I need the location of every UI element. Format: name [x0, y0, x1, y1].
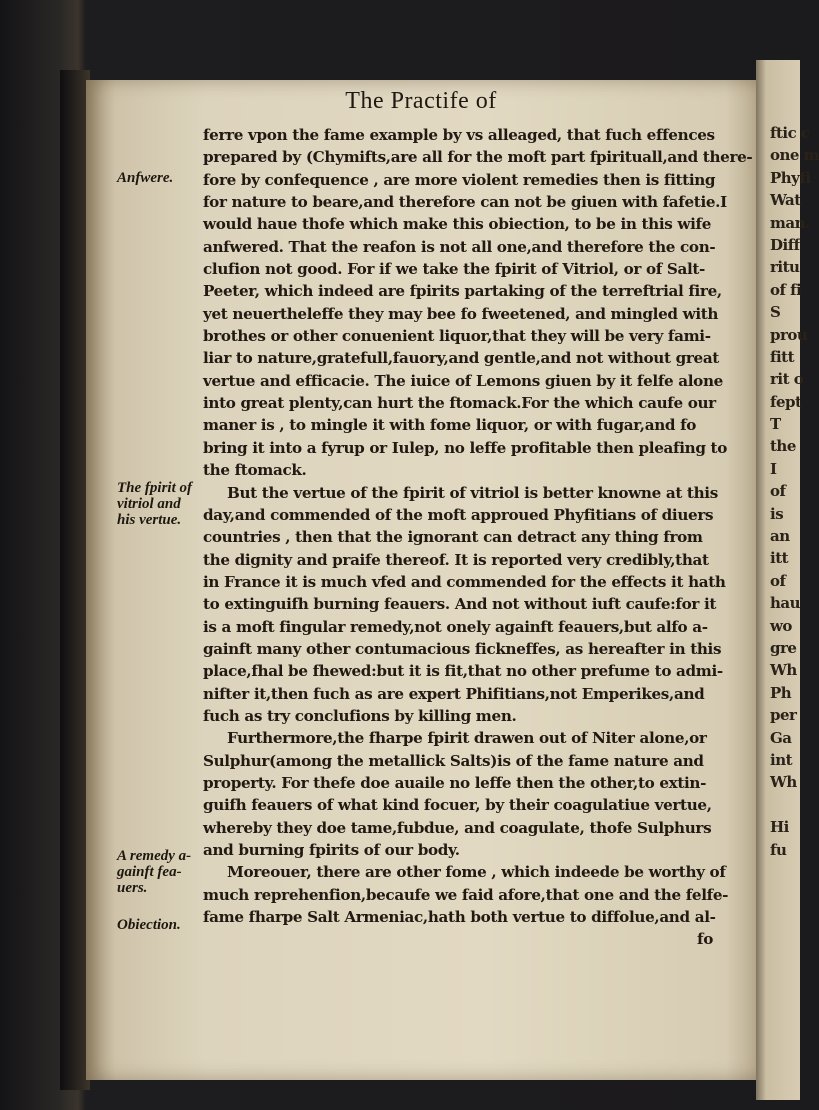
facing-page-fragment: ritu	[770, 258, 800, 277]
facing-page-fragment: of fi	[770, 280, 802, 299]
catchword: fo	[697, 930, 713, 949]
text-line: guifh feauers of what kind focuer, by their coagulatiue vertue,	[203, 796, 712, 815]
facing-page-fragment	[770, 794, 800, 816]
facing-page-fragment: int	[770, 750, 793, 769]
margin-note-line: vitriol and	[117, 496, 181, 512]
facing-page-fragment: rit o	[770, 370, 804, 389]
margin-note-line: Anfwere.	[117, 170, 174, 186]
text-line: countries , then that the ignorant can detract any thing from	[203, 528, 703, 547]
text-line: anfwered. That the reafon is not all one,and therefore the con-	[203, 237, 716, 256]
text-line: Moreouer, there are other fome , which indeede be worthy of	[227, 863, 726, 882]
facing-page-fragment: wo	[770, 616, 792, 635]
facing-page-fragment: man.	[770, 213, 810, 232]
margin-note-line: A remedy a-	[117, 848, 192, 864]
text-line: to extinguifh burning feauers. And not without iuft caufe:for it	[203, 595, 717, 614]
text-line: ferre vpon the fame example by vs alleaged, that fuch effences	[203, 126, 715, 144]
facing-page-fragment: prou	[770, 325, 808, 344]
text-line: is a moft fingular remedy,not onely againft feauers,but alfo a-	[203, 617, 708, 636]
text-line: for nature to beare,and therefore can not be giuen with fafetie.I	[203, 193, 727, 212]
facing-page-fragment: T	[770, 415, 781, 434]
facing-page-fragment: fitt	[770, 347, 795, 366]
facing-page-fragment: an	[770, 527, 790, 546]
running-head: The Practife of	[345, 88, 497, 114]
facing-page-fragment: I	[770, 459, 777, 478]
facing-page-fragment: Wh	[770, 661, 797, 680]
text-line: vertue and efficacie. The iuice of Lemons giuen by it felfe alone	[203, 371, 723, 390]
text-line: day,and commended of the moft approued Phyfitians of diuers	[203, 505, 714, 524]
facing-page-fragment: Ga	[770, 728, 792, 747]
text-line: brothes or other conuenient liquor,that they will be very fami-	[203, 327, 711, 346]
facing-page-fragment: itt	[770, 549, 789, 568]
facing-page-fragment: Hi	[770, 818, 789, 837]
facing-page-fragment: Ph	[770, 683, 792, 702]
text-line: gainft many other contumacious fickneffes, as hereafter in this	[203, 639, 722, 658]
facing-page-edge	[756, 60, 819, 1100]
facing-page-fragment: S	[770, 303, 781, 322]
facing-page-fragment: of	[770, 571, 786, 590]
facing-page-fragment: Wat	[770, 191, 801, 210]
facing-page-fragments	[770, 122, 819, 861]
text-line: clufion not good. For if we take the fpirit of Vitriol, or of Salt-	[203, 260, 706, 279]
text-line: would haue thofe which make this obiection, to be in this wife	[203, 215, 712, 234]
text-line: nifter it,then fuch as are expert Phifitians,not Emperikes,and	[203, 684, 705, 703]
text-line: whereby they doe tame,fubdue, and coagulate, thofe Sulphurs	[203, 818, 712, 837]
text-line: into great plenty,can hurt the ftomack.For the which caufe our	[203, 394, 716, 413]
text-line: maner is , to mingle it with fome liquor, or with fugar,and fo	[203, 416, 697, 435]
margin-note-line: The fpirit of	[117, 480, 192, 496]
facing-page-fragment: fu	[770, 840, 787, 859]
text-line: much reprehenfion,becaufe we faid afore,that one and the felfe-	[203, 885, 729, 904]
text-line: Sulphur(among the metallick Salts)is of the fame nature and	[203, 751, 704, 770]
margin-note-line: gainft fea-	[117, 864, 182, 880]
facing-page-fragment: Wh	[770, 773, 797, 792]
text-line: Furthermore,the fharpe fpirit drawen out of Niter alone,or	[227, 729, 707, 748]
margin-note-answere	[117, 170, 203, 186]
facing-page-fragment: fept	[770, 392, 802, 411]
text-line: in France it is much vfed and commended for the effects it hath	[203, 572, 726, 591]
facing-page-fragment: of	[770, 482, 786, 501]
text-line: yet neuertheleffe they may bee fo fweetened, and mingled with	[203, 304, 719, 323]
facing-page-fragment: is	[770, 504, 784, 523]
body-text	[203, 124, 753, 951]
margin-note-line: uers.	[117, 880, 148, 896]
text-line: prepared by (Chymifts,are all for the moft part fpirituall,and there-	[203, 148, 753, 167]
text-line: property. For thefe doe auaile no leffe then the other,to extin-	[203, 773, 707, 792]
text-line: fore by confequence , are more violent remedies then is fitting	[203, 170, 716, 189]
text-line: liar to nature,gratefull,fauory,and gentle,and not without great	[203, 349, 719, 368]
margin-note-line: his vertue.	[117, 512, 182, 528]
facing-page-fragment: one m	[770, 146, 819, 165]
text-line: and burning fpirits of our body.	[203, 841, 460, 859]
text-line: the dignity and praife thereof. It is reported very credibly,that	[203, 550, 709, 569]
text-line: place,fhal be fhewed:but it is fit,that no other prefume to admi-	[203, 662, 723, 681]
margin-note-spirit-vitriol	[117, 480, 203, 528]
facing-page-fragment: gre	[770, 638, 797, 657]
text-line: the ftomack.	[203, 461, 307, 480]
text-line: Peeter, which indeed are fpirits partaking of the terreftrial fire,	[203, 282, 722, 301]
margin-note-line: Obiection.	[117, 917, 181, 933]
facing-page-fragment: ftic c	[770, 124, 810, 142]
facing-page-fragment: Diff	[770, 235, 800, 254]
facing-page-fragment: Phyfi	[770, 168, 811, 187]
facing-page-fragment: hau	[770, 594, 801, 613]
text-line: bring it into a fyrup or Iulep, no leffe profitable then pleafing to	[203, 438, 727, 457]
margin-note-remedy-feavers	[117, 848, 203, 896]
margin-note-obiection	[117, 917, 203, 933]
facing-page-fragment: per	[770, 706, 797, 725]
text-line: fame fharpe Salt Armeniac,hath both vertue to diffolue,and al-	[203, 908, 716, 927]
text-line: But the vertue of the fpirit of vitriol is better knowne at this	[227, 483, 718, 502]
text-line: fuch as try conclufions by killing men.	[203, 706, 517, 725]
facing-page-fragment: the	[770, 437, 796, 456]
